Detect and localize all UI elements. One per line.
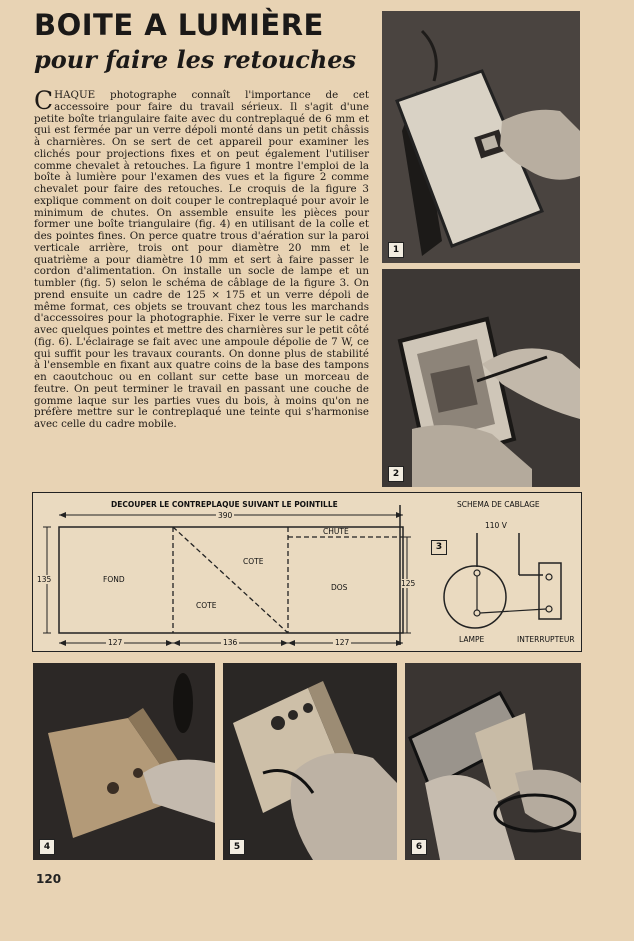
height-right-label: 125: [401, 579, 416, 588]
cut-instruction-label: DECOUPER LE CONTREPLAQUE SUIVANT LE POINTILLE: [111, 500, 338, 509]
photo-number: 1: [388, 242, 404, 258]
photo-number: 6: [411, 839, 427, 855]
voltage-label: 110 V: [485, 521, 507, 530]
photo-4-illustration: [33, 663, 215, 860]
photo-number: 2: [388, 466, 404, 482]
height-left-label: 135: [37, 575, 52, 584]
chute-label: CHUTE: [323, 527, 349, 536]
article-title: BOITE A LUMIÈRE: [34, 8, 324, 42]
cote-top-label: COTE: [243, 557, 264, 566]
fond-label: FOND: [103, 575, 125, 584]
photo-number: 4: [39, 839, 55, 855]
photo-5-illustration: [223, 663, 397, 860]
photo-figure-6: [405, 663, 581, 860]
dos-label: DOS: [331, 583, 348, 592]
photo-2-illustration: [382, 269, 580, 487]
photo-6-illustration: [405, 663, 581, 860]
wiring-title: SCHEMA DE CABLAGE: [457, 500, 540, 509]
dim-127-left-label: 127: [108, 638, 123, 647]
cutting-and-wiring-diagram: [32, 492, 582, 652]
dim-127-right-label: 127: [335, 638, 350, 647]
total-width-label: 390: [218, 511, 233, 520]
figure-3-number: 3: [431, 540, 447, 555]
photo-figure-1: [382, 11, 580, 263]
interrupteur-label: INTERRUPTEUR: [517, 635, 575, 644]
cote-bottom-label: COTE: [196, 601, 217, 610]
article-body: [34, 86, 369, 431]
body-paragraph: HAQUE photographe connaît l'importance de cet accessoire pour faire du travail sérieux. Il s'agit d'une petite boîte triangulaire faite avec du contreplaqué de 6 mm et qui est fermée par un verre dépoli monté dans un petit châssis à charnières. On se sert de cet appareil pour examiner les clichés pour projections fixes et on peut également l'utiliser comme chevalet à retouches. La figure 1 montre l'emploi de la boîte à lumière pour l'examen des vues et la figure 2 comme chevalet pour faire des retouches. Le croquis de la figure 3 explique comment on doit couper le contreplaqué pour avoir le minimum de chutes. On assemble ensuite les pièces pour former une boîte triangulaire (fig. 4) en utilisant de la colle et des pointes fines. On perce quatre trous d'aération sur la paroi verticale arrière, trois ont pour diamètre 20 mm et le quatrième a pour diamètre 10 mm et sert à faire passer le cordon d'alimentation. On installe un socle de lampe et un tumbler (fig. 5) selon le schéma de câblage de la figure 3. On prend ensuite un cadre de 125 × 175 et un verre dépoli de même format, ces objets se trouvant chez tous les marchands d'accessoires pour la photographie. Fixer le verre sur le cadre avec quelques pointes et mettre des charnières sur le petit côté (fig. 6). L'éclairage se fait avec une ampoule dépolie de 7 W, ce qui suffit pour les travaux courants. On donne plus de stabilité à l'ensemble en fixant aux quatre coins de la base des tampons en caoutchouc ou en collant sur cette base un morceau de feutre. On peut terminer le travail en passant une couche de gomme laque sur les parties vues du bois, à moins qu'on ne préfère mettre sur le contreplaqué une teinte qui s'harmonise avec celle du cadre mobile.: [34, 89, 369, 430]
drop-cap: C: [34, 86, 54, 115]
photo-figure-5: [223, 663, 397, 860]
page-number: 120: [36, 872, 62, 886]
photo-1-illustration: [382, 11, 580, 263]
photo-figure-4: [33, 663, 215, 860]
diagram-drawing: [33, 493, 581, 651]
lampe-label: LAMPE: [459, 635, 485, 644]
photo-figure-2: [382, 269, 580, 487]
dim-136-label: 136: [223, 638, 238, 647]
photo-number: 5: [229, 839, 245, 855]
article-subtitle: pour faire les retouches: [34, 45, 357, 74]
